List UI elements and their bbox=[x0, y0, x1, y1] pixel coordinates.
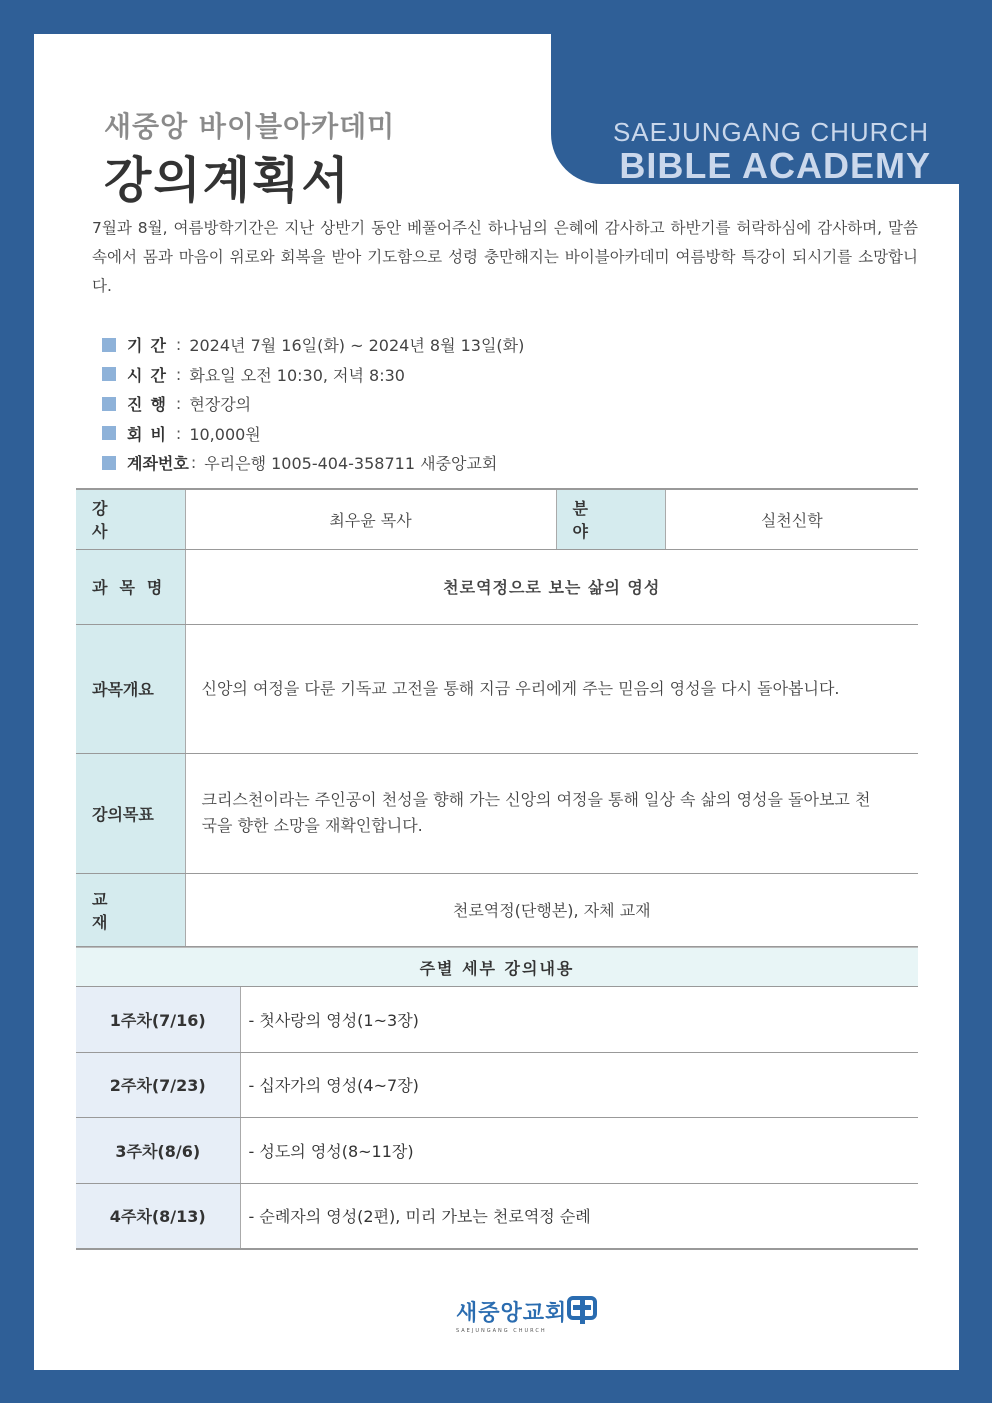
course-table bbox=[76, 488, 918, 947]
info-item-account bbox=[102, 448, 524, 478]
weekly-schedule-table bbox=[76, 947, 918, 1250]
table-row bbox=[76, 987, 918, 1053]
church-logo bbox=[456, 1296, 597, 1334]
academy-title: 새중앙 바이블아카데미 bbox=[104, 110, 396, 143]
goal-label: 강의목표 bbox=[76, 753, 185, 873]
logo-subtitle: SAEJUNGANG CHURCH bbox=[456, 1328, 547, 1334]
field-value: 실천신학 bbox=[665, 489, 918, 549]
week-content: - 십자가의 영성(4~7장) bbox=[240, 1052, 918, 1118]
week-label: 3주차(8/6) bbox=[76, 1118, 240, 1184]
logo-text-block bbox=[456, 1296, 567, 1334]
academy-name-en: BIBLE ACADEMY bbox=[619, 145, 931, 186]
table-row bbox=[76, 1118, 918, 1184]
info-value: 10,000원 bbox=[189, 424, 261, 444]
weekly-title: 주별 세부 강의내용 bbox=[76, 948, 918, 987]
subject-value: 천로역정으로 보는 삶의 영성 bbox=[185, 549, 918, 624]
info-label: 회비 bbox=[127, 424, 174, 444]
table-row bbox=[76, 1052, 918, 1118]
info-item-time bbox=[102, 360, 524, 390]
week-label: 1주차(7/16) bbox=[76, 987, 240, 1053]
week-content: - 순례자의 영성(2편), 미리 가보는 천로역정 순례 bbox=[240, 1183, 918, 1249]
info-colon: : bbox=[175, 335, 182, 355]
info-value: 2024년 7월 16일(화) ~ 2024년 8월 13일(화) bbox=[189, 336, 525, 356]
bullet-square-icon bbox=[102, 426, 116, 440]
table-row bbox=[76, 873, 918, 946]
intro-paragraph: 7월과 8월, 여름방학기간은 지난 상반기 동안 베풀어주신 하나님의 은혜에 감사하고 하반기를 허락하심에 감사하며, 말씀 속에서 몸과 마음이 위로와 회복을 받아 기도함으로 성령 충만해지는 바이블아카데미 여름방학 특강이 되시기를 소망합니다. bbox=[92, 219, 918, 295]
info-item-period bbox=[102, 330, 524, 360]
church-name-en: SAEJUNGANG CHURCH bbox=[612, 117, 929, 147]
field-label: 분야 bbox=[556, 489, 665, 549]
week-content: - 성도의 영성(8~11장) bbox=[240, 1118, 918, 1184]
table-row bbox=[76, 489, 918, 549]
week-content: - 첫사랑의 영성(1~3장) bbox=[240, 987, 918, 1053]
table-row bbox=[76, 948, 918, 987]
info-colon: : bbox=[190, 453, 197, 473]
overview-text: 신앙의 여정을 다룬 기독교 고전을 통해 지금 우리에게 주는 믿음의 영성을 다시 돌아봅니다. bbox=[201, 678, 840, 698]
bullet-square-icon bbox=[102, 367, 116, 381]
page-title: 강의계획서 bbox=[104, 152, 351, 209]
subject-label: 과목명 bbox=[76, 549, 185, 624]
table-row bbox=[76, 549, 918, 624]
table-row bbox=[76, 1183, 918, 1249]
textbook-value: 천로역정(단행본), 자체 교재 bbox=[185, 873, 918, 946]
info-colon: : bbox=[175, 364, 182, 384]
overview-label: 과목개요 bbox=[76, 624, 185, 753]
overview-value bbox=[185, 624, 918, 753]
instructor-label: 강사 bbox=[76, 489, 185, 549]
church-cross-icon bbox=[567, 1296, 597, 1324]
logo-name: 새중앙교회 bbox=[456, 1301, 568, 1326]
table-row bbox=[76, 753, 918, 873]
textbook-label: 교재 bbox=[76, 873, 185, 946]
info-colon: : bbox=[175, 394, 182, 414]
info-value: 현장강의 bbox=[189, 395, 252, 415]
bullet-square-icon bbox=[102, 338, 116, 352]
info-value: 우리은행 1005-404-358711 새중앙교회 bbox=[204, 454, 498, 474]
info-label: 기간 bbox=[127, 336, 174, 356]
info-label: 시간 bbox=[127, 365, 174, 385]
bullet-square-icon bbox=[102, 456, 116, 470]
info-list bbox=[102, 330, 524, 478]
instructor-value: 최우윤 목사 bbox=[185, 489, 556, 549]
info-value: 화요일 오전 10:30, 저녁 8:30 bbox=[189, 365, 405, 385]
info-label: 진행 bbox=[127, 395, 174, 415]
bullet-square-icon bbox=[102, 397, 116, 411]
info-item-format bbox=[102, 389, 524, 419]
week-label: 2주차(7/23) bbox=[76, 1052, 240, 1118]
info-label: 계좌번호 bbox=[127, 454, 189, 474]
table-row bbox=[76, 624, 918, 753]
goal-text: 크리스천이라는 주인공이 천성을 향해 가는 신앙의 여정을 통해 일상 속 삶의 영성을 돌아보고 천국을 향한 소망을 재확인합니다. bbox=[201, 790, 871, 835]
info-item-fee bbox=[102, 419, 524, 449]
week-label: 4주차(8/13) bbox=[76, 1183, 240, 1249]
info-colon: : bbox=[175, 423, 182, 443]
goal-value bbox=[185, 753, 918, 873]
